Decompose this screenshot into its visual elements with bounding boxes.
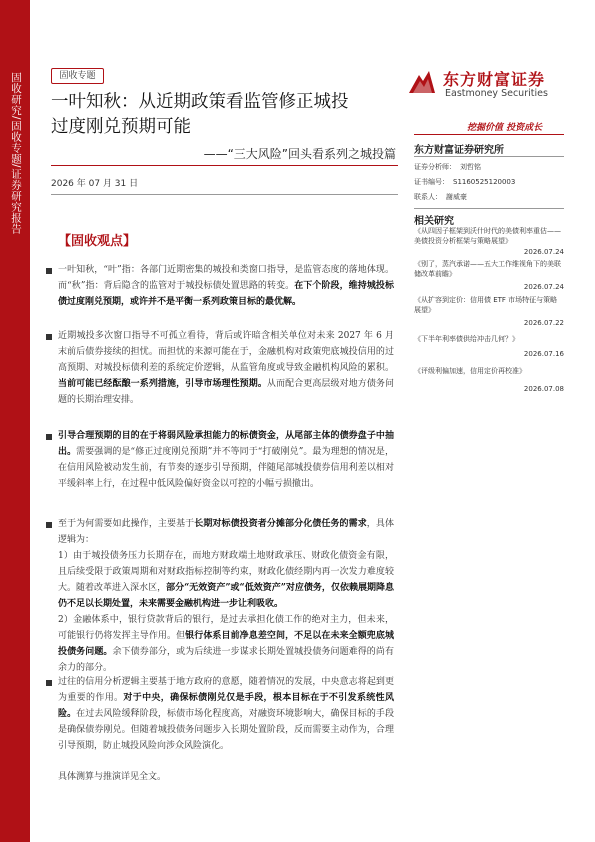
brand-mark-icon — [405, 67, 439, 99]
related-item-date: 2026.07.24 — [523, 248, 564, 256]
related-item-date: 2026.07.08 — [523, 385, 564, 393]
brand-slogan: 挖掘价值 投资成长 — [467, 123, 543, 133]
related-item-title[interactable]: 《别了，蒸汽承诺——五大工作维视角下的美联储改革前瞻》 — [414, 260, 561, 278]
brand-name-en: Eastmoney Securities — [445, 88, 548, 99]
right-divider-3 — [414, 208, 564, 209]
analyst-line — [414, 162, 481, 172]
bullet-icon — [46, 434, 52, 440]
related-item-title[interactable]: 《从四因子框架到沃什时代的美债利率重估——美债投资分析框架与策略展望》 — [414, 227, 561, 245]
bullet-icon — [46, 334, 52, 340]
institute-name: 东方财富证券研究所 — [414, 145, 504, 156]
bullet-icon — [46, 268, 52, 274]
related-item-date: 2026.07.16 — [523, 350, 564, 358]
title-divider — [51, 165, 398, 166]
related-item-title[interactable]: 《评级利偏加速，信用定价再校准》 — [414, 367, 526, 375]
report-title — [51, 90, 396, 140]
paragraph-2: 近期城投多次窗口指导不可孤立看待，背后或许暗含相关单位对未来 2027 年 6 月末前后债券接续的担忧。而担忧的来源可能在于，金融机构对政策兜底城投信用的过高预期、对城投标债利差的系统定价逻辑，从监管角度或导致金融机构风险的累积。当前可能已经酝酿一系列措施，引导市场理性预期。从而配合更高层级对地方债务问题的长期治理安排。 — [58, 331, 394, 405]
paragraph-1: 一叶知秋，“叶”指：各部门近期密集的城投和类窗口指导，是监管态度的落地体现。而“秋”指：背后隐含的监管对于城投标债处置思路的转变。在下个阶段，维持城投标债过度刚兑预期，或许并不是平衡一系列政策目标的最优解。 — [58, 265, 394, 307]
right-divider-2 — [414, 156, 564, 157]
footnote: 具体测算与推演详见全文。 — [58, 772, 167, 782]
date-divider — [51, 194, 398, 195]
brand-name-cn: 东方财富证券 — [443, 70, 546, 89]
cert-line — [414, 177, 515, 187]
related-item-title[interactable]: 《从扩容到定价：信用债 ETF 市场特征与策略展望》 — [414, 296, 558, 314]
paragraph-4: 至于为何需要如此操作，主要基于长期对标债投资者分摊部分化债任务的需求，具体逻辑为： 1）由于城投债务压力长期存在，而地方财政端土地财政承压、财政化债资金有限，且后续受限于政策周期和对财政指标控制等约束，财政化债经期内再一次发力难度较大。随着改革进入深水区，部分“无效资产”或“低效资产”对应债务，仅依赖展期降息仍不足以长期处置，未来需要金融机构进一步让利吸收。 2）金融体系中，银行贷款背后的银行，是过去承担化债工作的绝对主力，但未来，可能银行仍将发挥主导作用。但银行体系目前净息差空间，不足以在未来全额兜底城投债务问题。余下债券部分，或为后续进一步谋求长期处置城投债务问题难得的尚有余力的部分。 — [58, 519, 394, 673]
contact-name: 謝威豪 — [446, 193, 467, 201]
bullet-icon — [46, 522, 52, 528]
cert-number: S1160525120003 — [453, 178, 516, 186]
right-divider-1 — [414, 134, 564, 135]
related-item-date: 2026.07.22 — [523, 319, 564, 327]
bullet-icon — [46, 680, 52, 686]
title-line-1: 一叶知秋：从近期政策看监管修正城投 — [51, 92, 349, 112]
paragraph-5: 过往的信用分析逻辑主要基于地方政府的意愿，随着情况的发展，中央意志将起到更为重要的作用。对于中央，确保标债刚兑仅是手段，根本目标在于不引发系统性风险。在过去风险缓释阶段，标债市场化程度高，对融资环境影响大，确保目标的手段是确保债券刚兑。但随着城投债务问题步入长期处置阶段，反而需要主动作为，合理引导预期，防止城投风险向涉众风险演化。 — [58, 677, 394, 751]
cert-label: 证书编号： — [414, 178, 449, 186]
brand-logo — [405, 65, 555, 105]
sidebar-band — [0, 0, 30, 842]
title-line-2: 过度刚兑预期可能 — [51, 117, 191, 137]
contact-line — [414, 192, 467, 202]
analyst-name: 刘哲铭 — [460, 163, 481, 171]
section-title: 【固收观点】 — [58, 234, 137, 249]
paragraph-3: 引导合理预期的目的在于将弱风险承担能力的标债资金，从尾部主体的债券盘子中抽出。需要强调的是“修正过度刚兑预期”并不等同于“打破刚兑”。最为理想的情况是，在信用风险被动发生前，有节奏的逐步引导预期，伴随尾部城投债券信用利差以相对平缓斜率上行，在过程中低风险偏好资金以可控的小幅亏损撤出。 — [58, 431, 394, 489]
related-item-date: 2026.07.24 — [523, 283, 564, 291]
report-tag: 固收专题 — [51, 68, 104, 84]
related-item-title[interactable]: 《下半年利率债供给冲击几何？》 — [414, 335, 519, 343]
related-heading: 相关研究 — [414, 216, 454, 227]
analyst-label: 证券分析师： — [414, 163, 456, 171]
report-date: 2026 年 07 月 31 日 — [51, 179, 139, 189]
report-subtitle: ——“三大风险”回头看系列之城投篇 — [203, 147, 396, 161]
contact-label: 联系人： — [414, 193, 442, 201]
sidebar-label: 固收研究/固收专题/证券研究报告 — [10, 72, 22, 235]
